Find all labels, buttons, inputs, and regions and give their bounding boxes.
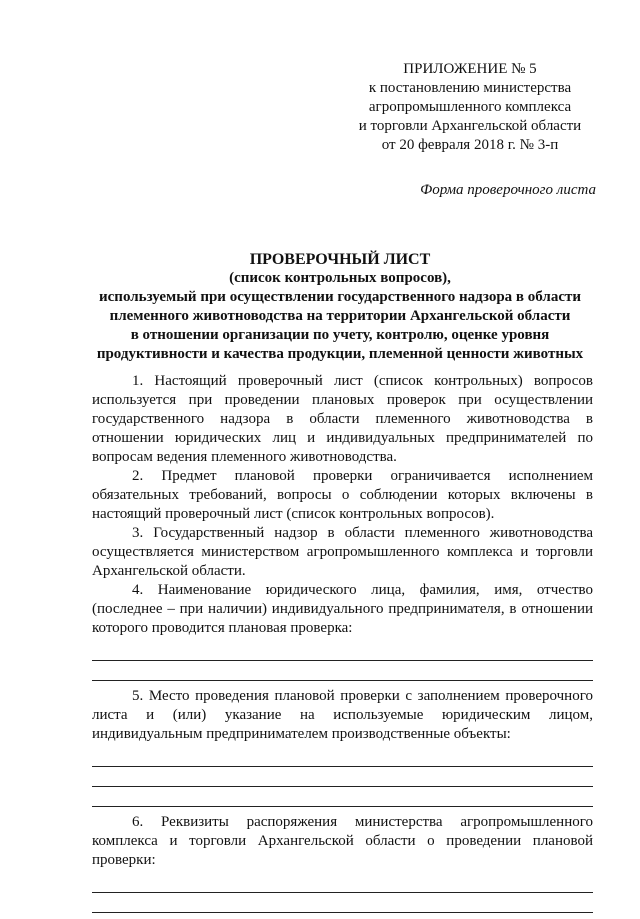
paragraph-5: 5. Место проведения плановой проверки с заполнением проверочного листа и (или) указание на используемые юридическим лицом, индивидуальным предпринимателем производственные объекты: bbox=[92, 688, 593, 742]
title-line: в отношении организации по учету, контролю, оценке уровня bbox=[130, 327, 550, 343]
document-title bbox=[60, 250, 620, 364]
title-line: используемый при осуществлении государственного надзора в области bbox=[99, 289, 581, 305]
appendix-line: и торговли Архангельской области bbox=[358, 118, 582, 134]
title-line: продуктивности и качества продукции, племенной ценности животных bbox=[96, 346, 584, 362]
paragraph-2: 2. Предмет плановой проверки ограничивается исполнением обязательных требований, вопросы о соблюдении которых включены в настоящий проверочный лист (список контрольных вопросов). bbox=[92, 468, 593, 522]
paragraph-6: 6. Реквизиты распоряжения министерства агропромышленного комплекса и торговли Архангельской области о проведении плановой проверки: bbox=[92, 814, 593, 868]
form-name: Форма проверочного листа bbox=[420, 182, 596, 198]
paragraph-4: 4. Наименование юридического лица, фамилия, имя, отчество (последнее – при наличии) индивидуального предпринимателя, в отношении которого проводится плановая проверка: bbox=[92, 582, 593, 636]
fill-lines-4 bbox=[92, 641, 593, 681]
fill-lines-6 bbox=[92, 873, 593, 913]
fill-in-line[interactable] bbox=[92, 767, 593, 787]
appendix-line: агропромышленного комплекса bbox=[368, 99, 572, 115]
appendix-header bbox=[345, 60, 595, 155]
title-main: ПРОВЕРОЧНЫЙ ЛИСТ bbox=[249, 251, 431, 268]
fill-in-line[interactable] bbox=[92, 641, 593, 661]
fill-in-line[interactable] bbox=[92, 787, 593, 807]
fill-in-line[interactable] bbox=[92, 893, 593, 913]
appendix-title: ПРИЛОЖЕНИЕ № 5 bbox=[403, 61, 537, 77]
fill-lines-5 bbox=[92, 747, 593, 807]
fill-in-line[interactable] bbox=[92, 747, 593, 767]
paragraph-3: 3. Государственный надзор в области племенного животноводства осуществляется министерством агропромышленного комплекса и торговли Архангельской области. bbox=[92, 525, 593, 579]
document-body bbox=[92, 372, 593, 919]
fill-in-line[interactable] bbox=[92, 661, 593, 681]
title-line: (список контрольных вопросов), bbox=[229, 270, 451, 286]
title-line: племенного животноводства на территории Архангельской области bbox=[109, 308, 571, 324]
appendix-line: к постановлению министерства bbox=[368, 80, 572, 96]
fill-in-line[interactable] bbox=[92, 873, 593, 893]
appendix-date: от 20 февраля 2018 г. № 3-п bbox=[381, 137, 559, 153]
paragraph-1: 1. Настоящий проверочный лист (список контрольных) вопросов используется при проведении плановых проверок при осуществлении государственного надзора в области племенного животноводства в отношении юридических лиц и индивидуальных предпринимателей по вопросам ведения племенного животноводства. bbox=[92, 373, 593, 465]
